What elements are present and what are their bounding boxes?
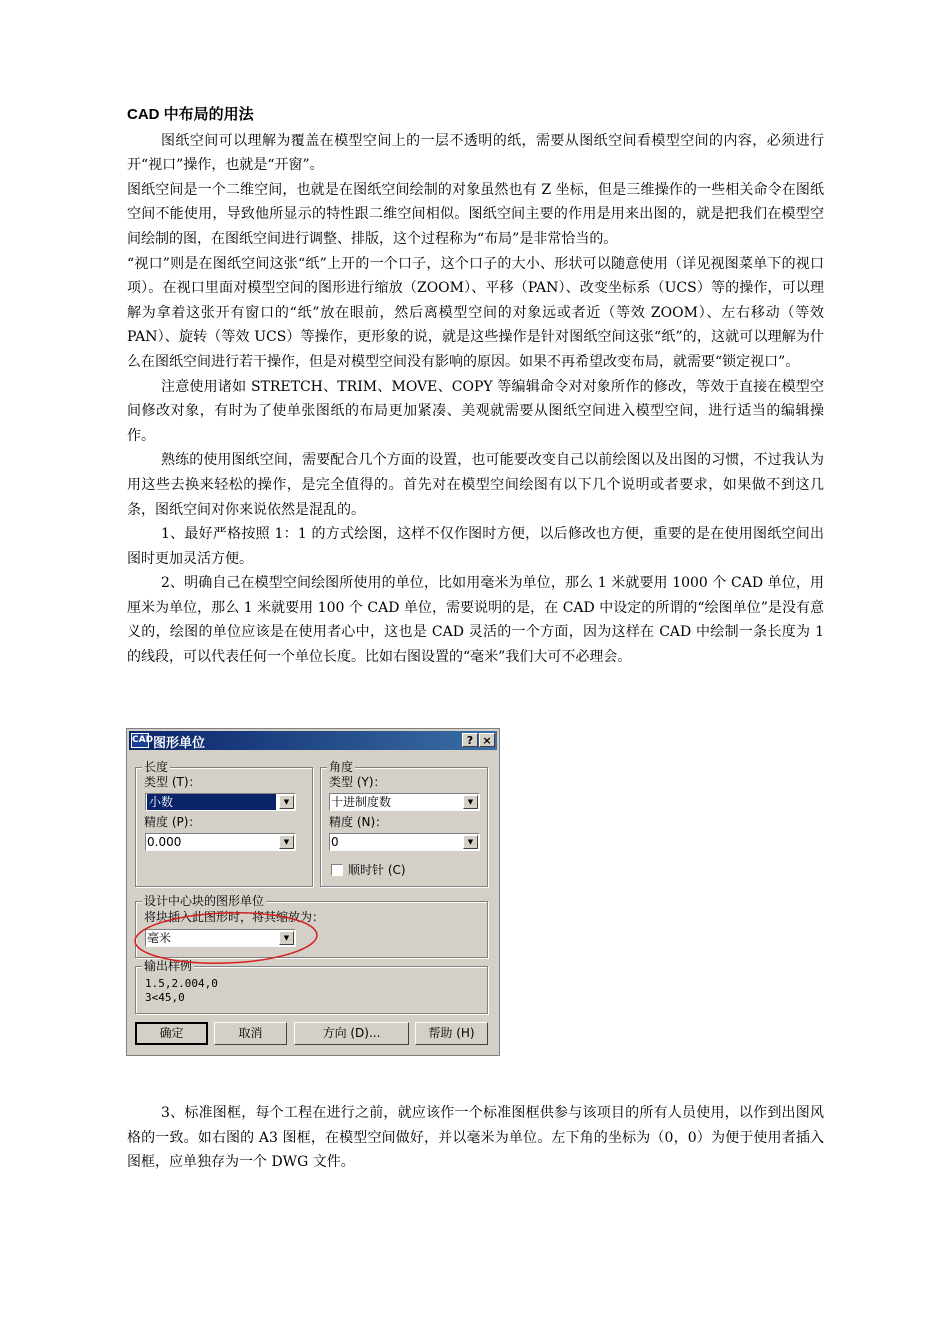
length-precision-value: 0.000 [147,835,182,849]
chevron-down-icon[interactable]: ▼ [279,835,294,849]
length-type-select[interactable] [145,793,296,811]
sample-output-legend: 输出样例 [144,959,193,973]
paragraph: 图纸空间是一个二维空间，也就是在图纸空间绘制的对象虽然也有 Z 坐标，但是三维操作的一些相关命令在图纸空间不能使用，导致他所显示的特性跟二维空间相似。图纸空间主要的作用是用来出图的，就是把我们在模型空间绘制的图，在图纸空间进行调整、排版，这个过程称为“布局”是非常恰当的。 [127,181,824,247]
block-units-legend: 设计中心块的图形单位 [144,894,265,908]
article-body [127,103,824,670]
length-type-label: 类型 (T)： [144,775,201,789]
angle-type-label: 类型 (Y)： [329,775,386,789]
paragraph: 1、最好严格按照 1：1 的方式绘图，这样不仅作图时方便，以后修改也方便，重要的是在使用图纸空间出图时更加灵活方便。 [127,526,824,567]
cad-app-icon: CAD [131,733,149,748]
angle-precision-select[interactable] [329,833,480,851]
dialog-titlebar[interactable] [129,731,497,750]
article-body-continued [127,1101,824,1175]
length-legend: 长度 [144,760,169,774]
length-group [135,760,313,887]
angle-precision-value: 0 [331,835,339,849]
length-type-value: 小数 [147,794,276,810]
close-icon[interactable]: × [479,733,495,747]
block-units-value: 毫米 [147,931,172,945]
chevron-down-icon[interactable]: ▼ [279,931,294,945]
help-question-icon[interactable]: ? [462,733,478,747]
paragraph: 注意使用诸如 STRETCH、TRIM、MOVE、COPY 等编辑命令对对象所作的修改，等效于直接在模型空间修改对象，有时为了使单张图纸的布局更加紧凑、美观就需要从图纸空间进入模型空间，进行适当的编辑操作。 [127,378,824,444]
block-units-select[interactable] [145,929,296,947]
paragraph: “视口”则是在图纸空间这张“纸”上开的一个口子，这个口子的大小、形状可以随意使用（详见视图菜单下的视口项）。在视口里面对模型空间的图形进行缩放（ZOOM）、平移（PAN）、改变坐标系（UCS）等的操作，可以理解为拿着这张开有窗口的“纸”放在眼前，然后离模型空间的对象远或者近（等效 ZOOM）、左右移动（等效 PAN）、旋转（等效 UCS）等操作，更形象的说，就是这些操作是针对图纸空间这张“纸”的，这就可以理解为什么在图纸空间进行若干操作，但是对模型空间没有影响的原因。如果不再希望改变布局，就需要“锁定视口”。 [127,255,824,370]
article-title: CAD 中布局的用法 [127,106,254,123]
direction-button[interactable]: 方向 (D)... [294,1022,409,1045]
paragraph: 2、明确自己在模型空间绘图所使用的单位，比如用毫米为单位，那么 1 米就要用 1000 个 CAD 单位，用厘米为单位，那么 1 米就要用 100 个 CAD 单位，需要说明的是，在 CAD 中设定的所谓的“绘图单位”是没有意义的，绘图的单位应该是在使用者心中，这也是 CAD 灵活的一个方面，因为这样在 CAD 中绘制一条长度为 1 的线段，可以代表任何一个单位长度。比如右图设置的“毫米”我们大可不必理会。 [127,575,824,666]
chevron-down-icon[interactable]: ▼ [463,835,478,849]
units-dialog [126,728,500,1056]
angle-legend: 角度 [329,760,354,774]
sample-line-1: 1.5,2.004,0 [145,977,218,990]
ok-button[interactable]: 确定 [135,1022,208,1045]
block-scale-label: 将块插入此图形时，将其缩放为： [144,910,325,924]
length-precision-label: 精度 (P)： [144,815,201,829]
clockwise-checkbox[interactable] [331,864,343,876]
paragraph: 图纸空间可以理解为覆盖在模型空间上的一层不透明的纸，需要从图纸空间看模型空间的内容，必须进行开“视口”操作，也就是“开窗”。 [127,132,824,174]
length-precision-select[interactable] [145,833,296,851]
paragraph: 熟练的使用图纸空间，需要配合几个方面的设置，也可能要改变自己以前绘图以及出图的习惯，不过我认为用这些去换来轻松的操作，是完全值得的。首先对在模型空间绘图有以下几个说明或者要求，如果做不到这几条，图纸空间对你来说依然是混乱的。 [127,452,824,518]
sample-line-2: 3<45,0 [145,991,185,1004]
dialog-title: 图形单位 [153,736,206,751]
chevron-down-icon[interactable]: ▼ [463,795,478,809]
help-button[interactable]: 帮助 (H) [415,1022,488,1045]
clockwise-label[interactable]: 顺时针 (C) [348,863,406,877]
angle-group [320,760,488,887]
angle-type-value: 十进制度数 [331,795,392,809]
cancel-button[interactable]: 取消 [214,1022,287,1045]
angle-precision-label: 精度 (N)： [329,815,388,829]
angle-type-select[interactable] [329,793,480,811]
sample-output-group [135,959,488,1014]
paragraph: 3、标准图框，每个工程在进行之前，就应该作一个标准图框供参与该项目的所有人员使用，以作到出图风格的一致。如右图的 A3 图框，在模型空间做好，并以毫米为单位。左下角的坐标为（0，0）为便于使用者插入图框，应单独存为一个 DWG 文件。 [127,1105,824,1171]
block-units-group [135,894,488,958]
chevron-down-icon[interactable]: ▼ [279,795,294,809]
